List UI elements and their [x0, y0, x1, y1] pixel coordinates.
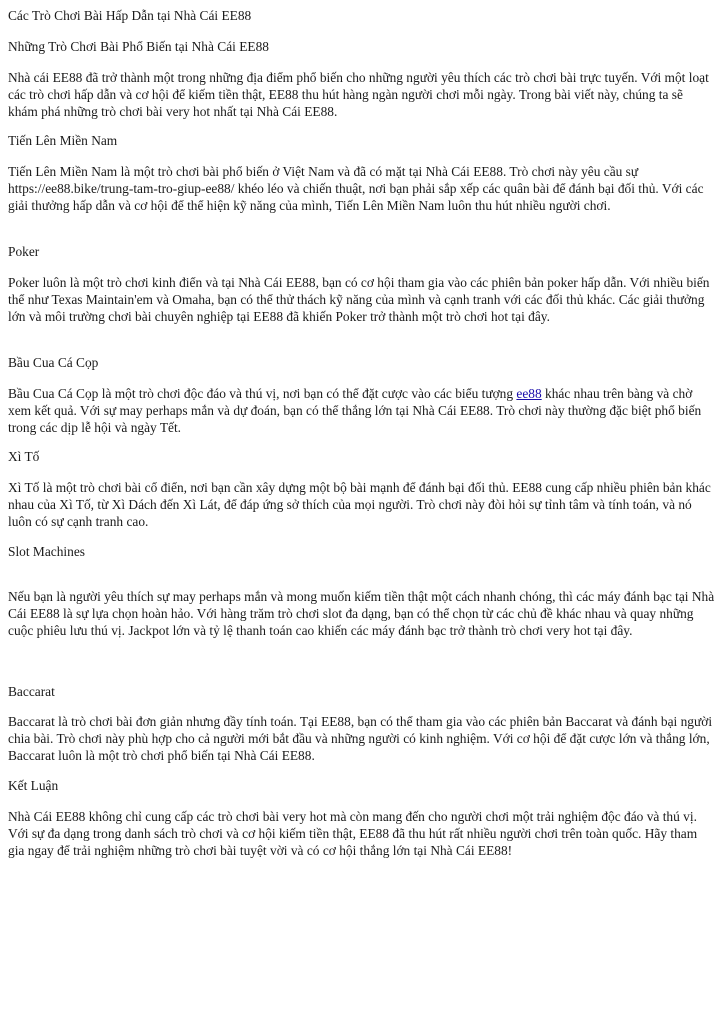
section-body-poker: Poker luôn là một trò chơi kinh điển và tại Nhà Cái EE88, bạn có cơ hội tham gia vào các phiên bản poker hấp dẫn. Với nhiều biến thể như Texas Maintain'em và Omaha, bạn có thể thử thách kỹ năng của mình và cạnh tranh với các đối thủ khác. Các giải thưởng lớn và môi trường chơi bài chuyên nghiệp tại EE88 đã khiến Poker trở thành một trò chơi hot tại đây.	[8, 275, 710, 324]
section-heading-xi-to: Xì Tố	[8, 449, 40, 464]
section-body-slot-machines: Nếu bạn là người yêu thích sự may perhaps mắn và mong muốn kiếm tiền thật một cách nhanh chóng, thì các máy đánh bạc tại Nhà Cái EE88 là sự lựa chọn hoàn hảo. Với hàng trăm trò chơi slot đa dạng, bạn có thể chọn từ các chủ đề khác nhau và quay những cuộc phiêu lưu thú vị. Jackpot lớn và tỷ lệ thanh toán cao khiến các máy đánh bạc trở thành trò chơi very hot tại đây.	[8, 589, 715, 638]
section-body-baccarat: Baccarat là trò chơi bài đơn giản nhưng đầy tính toán. Tại EE88, bạn có thể tham gia vào các phiên bản Baccarat và đánh bại người chia bài. Trò chơi này phù hợp cho cả người mới bắt đầu và những người có kinh nghiệm. Với cơ hội để đặt cược lớn và thắng lớn, Baccarat luôn là một trò chơi phổ biến tại Nhà Cái EE88.	[8, 714, 713, 763]
page-title: Các Trò Chơi Bài Hấp Dẫn tại Nhà Cái EE88	[8, 8, 252, 23]
section-heading-poker: Poker	[8, 244, 40, 259]
section-body-bau-cua	[8, 385, 716, 436]
section-heading-tien-len: Tiến Lên Miền Nam	[8, 133, 118, 148]
section-heading-ket-luan: Kết Luận	[8, 778, 59, 793]
page-subtitle: Những Trò Chơi Bài Phổ Biến tại Nhà Cái EE88	[8, 39, 269, 54]
section-body-ket-luan: Nhà Cái EE88 không chỉ cung cấp các trò chơi bài very hot mà còn mang đến cho người chơi một trải nghiệm độc đáo và thú vị. Với sự đa dạng trong danh sách trò chơi và cơ hội kiếm tiền thật, EE88 đã thu hút rất nhiều người chơi trên toàn quốc. Hãy tham gia ngay để trải nghiệm những trò chơi bài tuyệt vời và có cơ hội thắng lớn tại Nhà Cái EE88!	[8, 809, 698, 858]
section-body-text-after-link: khác nhau trên bàng và chờ xem kết quả. Với sự may perhaps mắn và dự đoán, bạn có thể thắng lớn tại Nhà Cái EE88. Trò chơi này thường đặc biệt phổ biến trong các dịp lễ hội và ngày Tết.	[8, 386, 702, 435]
section-body-text-before-link: Bầu Cua Cá Cọp là một trò chơi độc đáo và thú vị, nơi bạn có thể đặt cược vào các biểu tượng	[8, 386, 517, 401]
ee88-link[interactable]: ee88	[516, 386, 542, 401]
section-heading-baccarat: Baccarat	[8, 684, 55, 699]
section-body-xi-to: Xì Tố là một trò chơi bài cổ điển, nơi bạn cần xây dựng một bộ bài mạnh để đánh bại đối thủ. EE88 cung cấp nhiều phiên bản khác nhau của Xì Tố, từ Xì Dách đến Xì Lát, để đáp ứng sở thích của mọi người. Trò chơi này đòi hỏi sự tỉnh tâm và tính toán, và nó luôn có sự cạnh tranh cao.	[8, 480, 711, 529]
intro-paragraph: Nhà cái EE88 đã trở thành một trong những địa điểm phổ biến cho những người yêu thích các trò chơi bài trực tuyến. Với một loạt các trò chơi hấp dẫn và cơ hội để kiếm tiền thật, EE88 thu hút hàng ngàn người chơi mỗi ngày. Trong bài viết này, chúng ta sẽ khám phá những trò chơi bài very hot nhất tại Nhà Cái EE88.	[8, 70, 709, 119]
section-heading-bau-cua: Bầu Cua Cá Cọp	[8, 355, 99, 370]
section-heading-slot-machines: Slot Machines	[8, 544, 85, 559]
section-body-tien-len: Tiến Lên Miền Nam là một trò chơi bài phổ biến ở Việt Nam và đã có mặt tại Nhà Cái EE88. Trò chơi này yêu cầu sự https://ee88.bike/trung-tam-tro-giup-ee88/ khéo léo và chiến thuật, nơi bạn phải sắp xếp các quân bài để đánh bại đối thủ. Với các giải thưởng hấp dẫn và cơ hội để thể hiện kỹ năng của mình, Tiến Lên Miền Nam luôn thu hút nhiều người chơi.	[8, 164, 704, 213]
